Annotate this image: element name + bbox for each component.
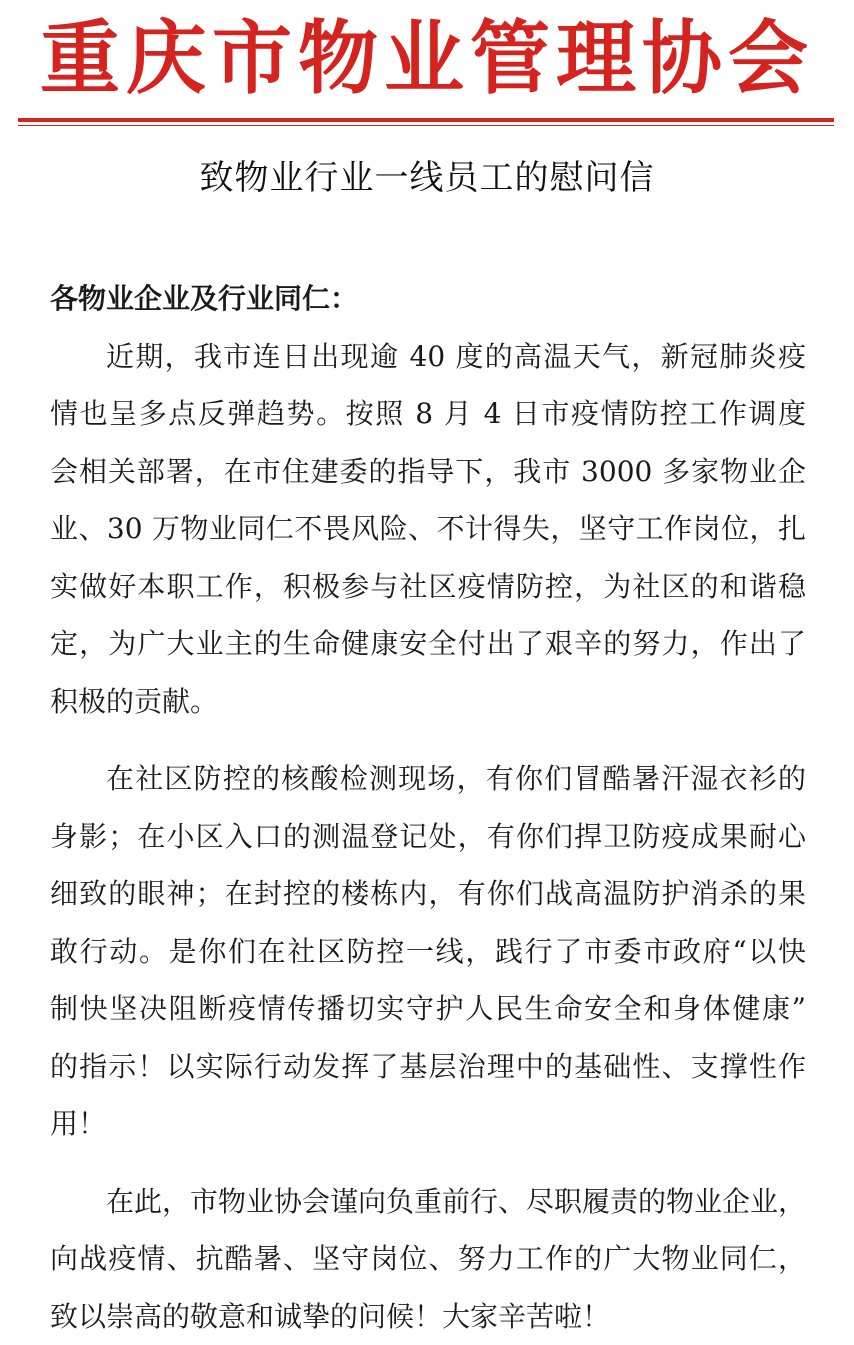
letterhead-rule-thick (18, 118, 834, 122)
paragraph-line: 在社区防控的核酸检测现场，有你们冒酷暑汗湿衣衫的 (50, 750, 806, 808)
paragraph-line: 近期，我市连日出现逾 40 度的高温天气，新冠肺炎疫 (50, 328, 806, 386)
paragraph-line: 积极的贡献。 (50, 673, 806, 731)
paragraph-line: 用！ (50, 1095, 806, 1153)
paragraph-line: 致以崇高的敬意和诚挚的问候！大家辛苦啦！ (50, 1288, 806, 1345)
paragraph-line: 在此，市物业协会谨向负重前行、尽职履责的物业企业， (50, 1173, 806, 1231)
paragraph-line: 制快坚决阻断疫情传播切实守护人民生命安全和身体健康” (50, 980, 806, 1038)
paragraph-line: 定，为广大业主的生命健康安全付出了艰辛的努力，作出了 (50, 615, 806, 673)
organization-name: 重庆市物业管理协会 (0, 8, 854, 108)
paragraph-2 (50, 750, 806, 1153)
letter-body (50, 270, 806, 1345)
paragraph-3 (50, 1173, 806, 1345)
paragraph-line: 业、30 万物业同仁不畏风险、不计得失，坚守工作岗位，扎 (50, 500, 806, 558)
paragraph-line: 情也呈多点反弹趋势。按照 8 月 4 日市疫情防控工作调度 (50, 385, 806, 443)
salutation: 各物业企业及行业同仁： (50, 270, 806, 328)
paragraph-line: 的指示！以实际行动发挥了基层治理中的基础性、支撑性作 (50, 1038, 806, 1096)
paragraph-line: 向战疫情、抗酷暑、坚守岗位、努力工作的广大物业同仁， (50, 1230, 806, 1288)
paragraph-line: 实做好本职工作，积极参与社区疫情防控，为社区的和谐稳 (50, 558, 806, 616)
letter-title: 致物业行业一线员工的慰问信 (0, 150, 854, 206)
paragraph-line: 会相关部署，在市住建委的指导下，我市 3000 多家物业企 (50, 443, 806, 501)
paragraph-line: 身影；在小区入口的测温登记处，有你们捍卫防疫成果耐心 (50, 808, 806, 866)
paragraph-1 (50, 328, 806, 731)
letterhead (0, 8, 854, 108)
paragraph-line: 细致的眼神；在封控的楼栋内，有你们战高温防护消杀的果 (50, 865, 806, 923)
paragraph-line: 敢行动。是你们在社区防控一线，践行了市委市政府“以快 (50, 923, 806, 981)
letterhead-rule-thin (18, 125, 834, 126)
